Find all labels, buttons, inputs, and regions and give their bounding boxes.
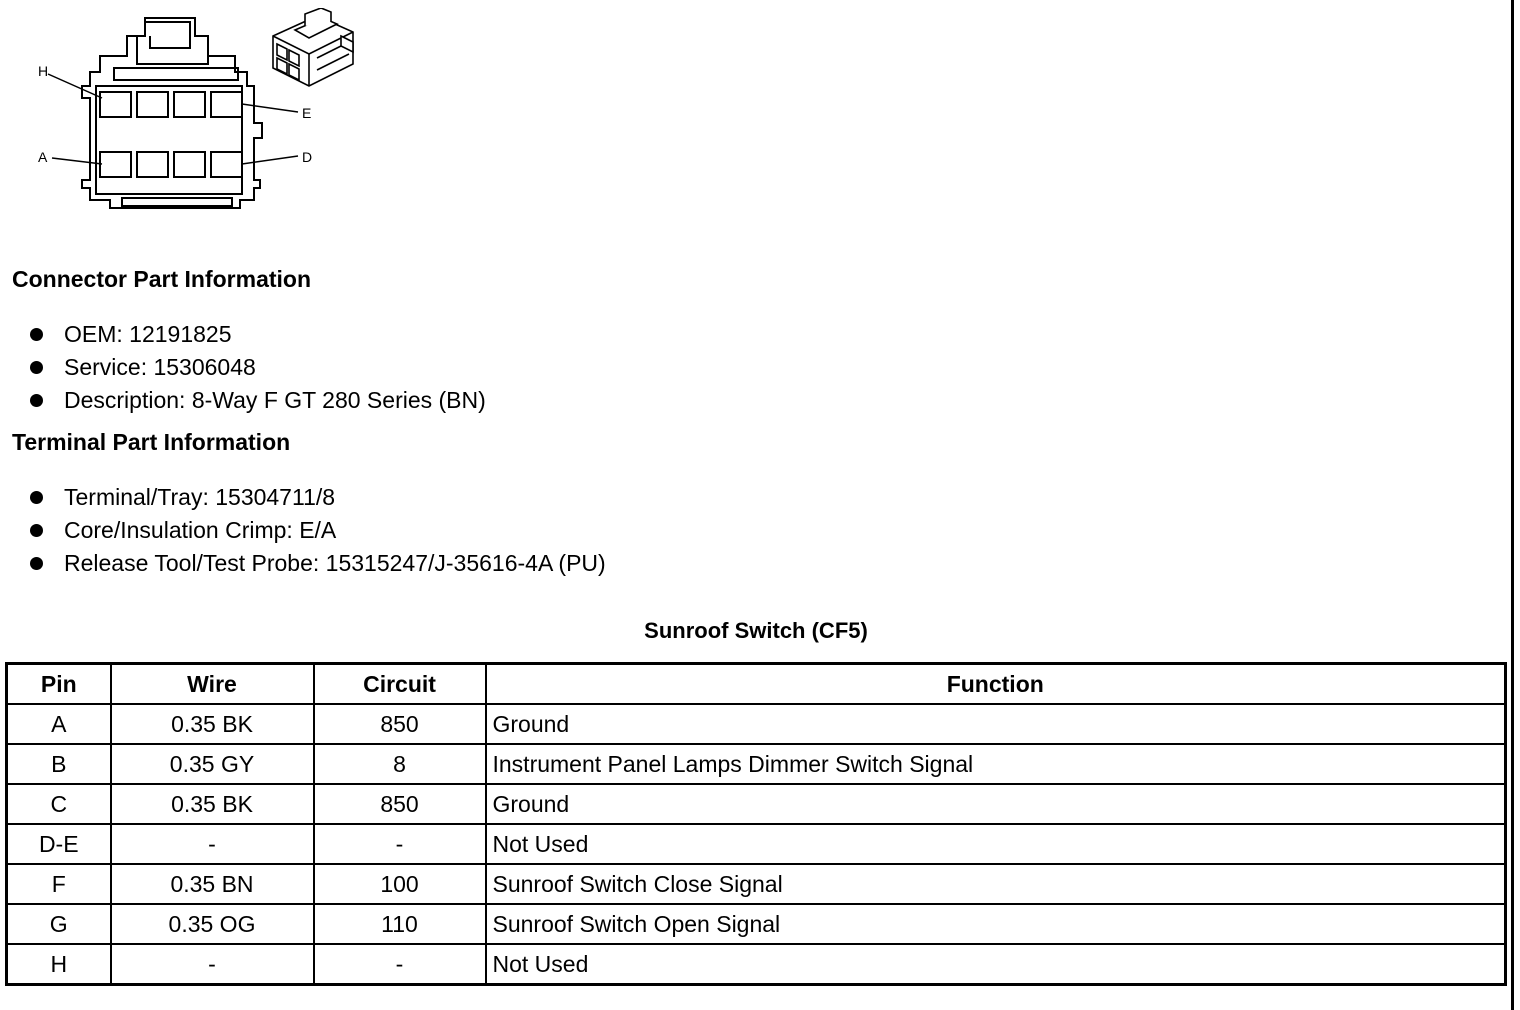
cell-circuit: 100 [314,864,486,904]
cell-circuit: 110 [314,904,486,944]
cell-function: Not Used [486,944,1506,985]
list-item: Service: 15306048 [28,351,486,384]
cell-circuit: 850 [314,784,486,824]
pin-label-d: D [302,149,313,165]
cell-wire: - [111,944,314,985]
list-item: Description: 8-Way F GT 280 Series (BN) [28,384,486,417]
cell-function: Ground [486,784,1506,824]
table-row [7,704,1506,744]
column-header-function: Function [486,664,1506,705]
cell-pin: G [7,904,111,944]
bullet-icon [30,557,43,570]
table-title: Sunroof Switch (CF5) [644,618,868,643]
connector-part-info-heading: Connector Part Information [12,266,312,292]
cell-pin: B [7,744,111,784]
bullet-icon [30,361,43,374]
cell-pin: H [7,944,111,985]
cell-pin: D-E [7,824,111,864]
pin-label-a: A [38,149,48,165]
column-header-wire: Wire [111,664,314,705]
pin-label-h: H [38,63,49,79]
cell-function: Sunroof Switch Close Signal [486,864,1506,904]
cell-function: Not Used [486,824,1506,864]
table-row [7,904,1506,944]
table-row [7,864,1506,904]
table-row [7,784,1506,824]
pin-label-e: E [302,105,312,121]
table-header-row [7,664,1506,705]
terminal-part-info-list [28,481,606,580]
cell-function: Instrument Panel Lamps Dimmer Switch Signal [486,744,1506,784]
bullet-icon [30,524,43,537]
cell-wire: 0.35 BK [111,704,314,744]
cell-function: Ground [486,704,1506,744]
table-row [7,744,1506,784]
table-row [7,824,1506,864]
cell-circuit: 850 [314,704,486,744]
column-header-circuit: Circuit [314,664,486,705]
cell-circuit: - [314,824,486,864]
cell-function: Sunroof Switch Open Signal [486,904,1506,944]
connector-iso-icon [265,8,365,90]
table-row [7,944,1506,985]
cell-wire: - [111,824,314,864]
cell-circuit: - [314,944,486,985]
list-item: OEM: 12191825 [28,318,486,351]
cell-pin: A [7,704,111,744]
cell-wire: 0.35 BK [111,784,314,824]
bullet-icon [30,491,43,504]
cell-wire: 0.35 BN [111,864,314,904]
page-right-border [1511,0,1514,1010]
cell-wire: 0.35 GY [111,744,314,784]
connector-part-info-list [28,318,486,417]
bullet-icon [30,394,43,407]
list-item: Core/Insulation Crimp: E/A [28,514,606,547]
cell-pin: F [7,864,111,904]
cell-wire: 0.35 OG [111,904,314,944]
list-item: Terminal/Tray: 15304711/8 [28,481,606,514]
pinout-table [5,662,1507,986]
column-header-pin: Pin [7,664,111,705]
list-item: Release Tool/Test Probe: 15315247/J-35616-4A (PU) [28,547,606,580]
cell-circuit: 8 [314,744,486,784]
cell-pin: C [7,784,111,824]
terminal-part-info-heading: Terminal Part Information [12,429,291,455]
bullet-icon [30,328,43,341]
